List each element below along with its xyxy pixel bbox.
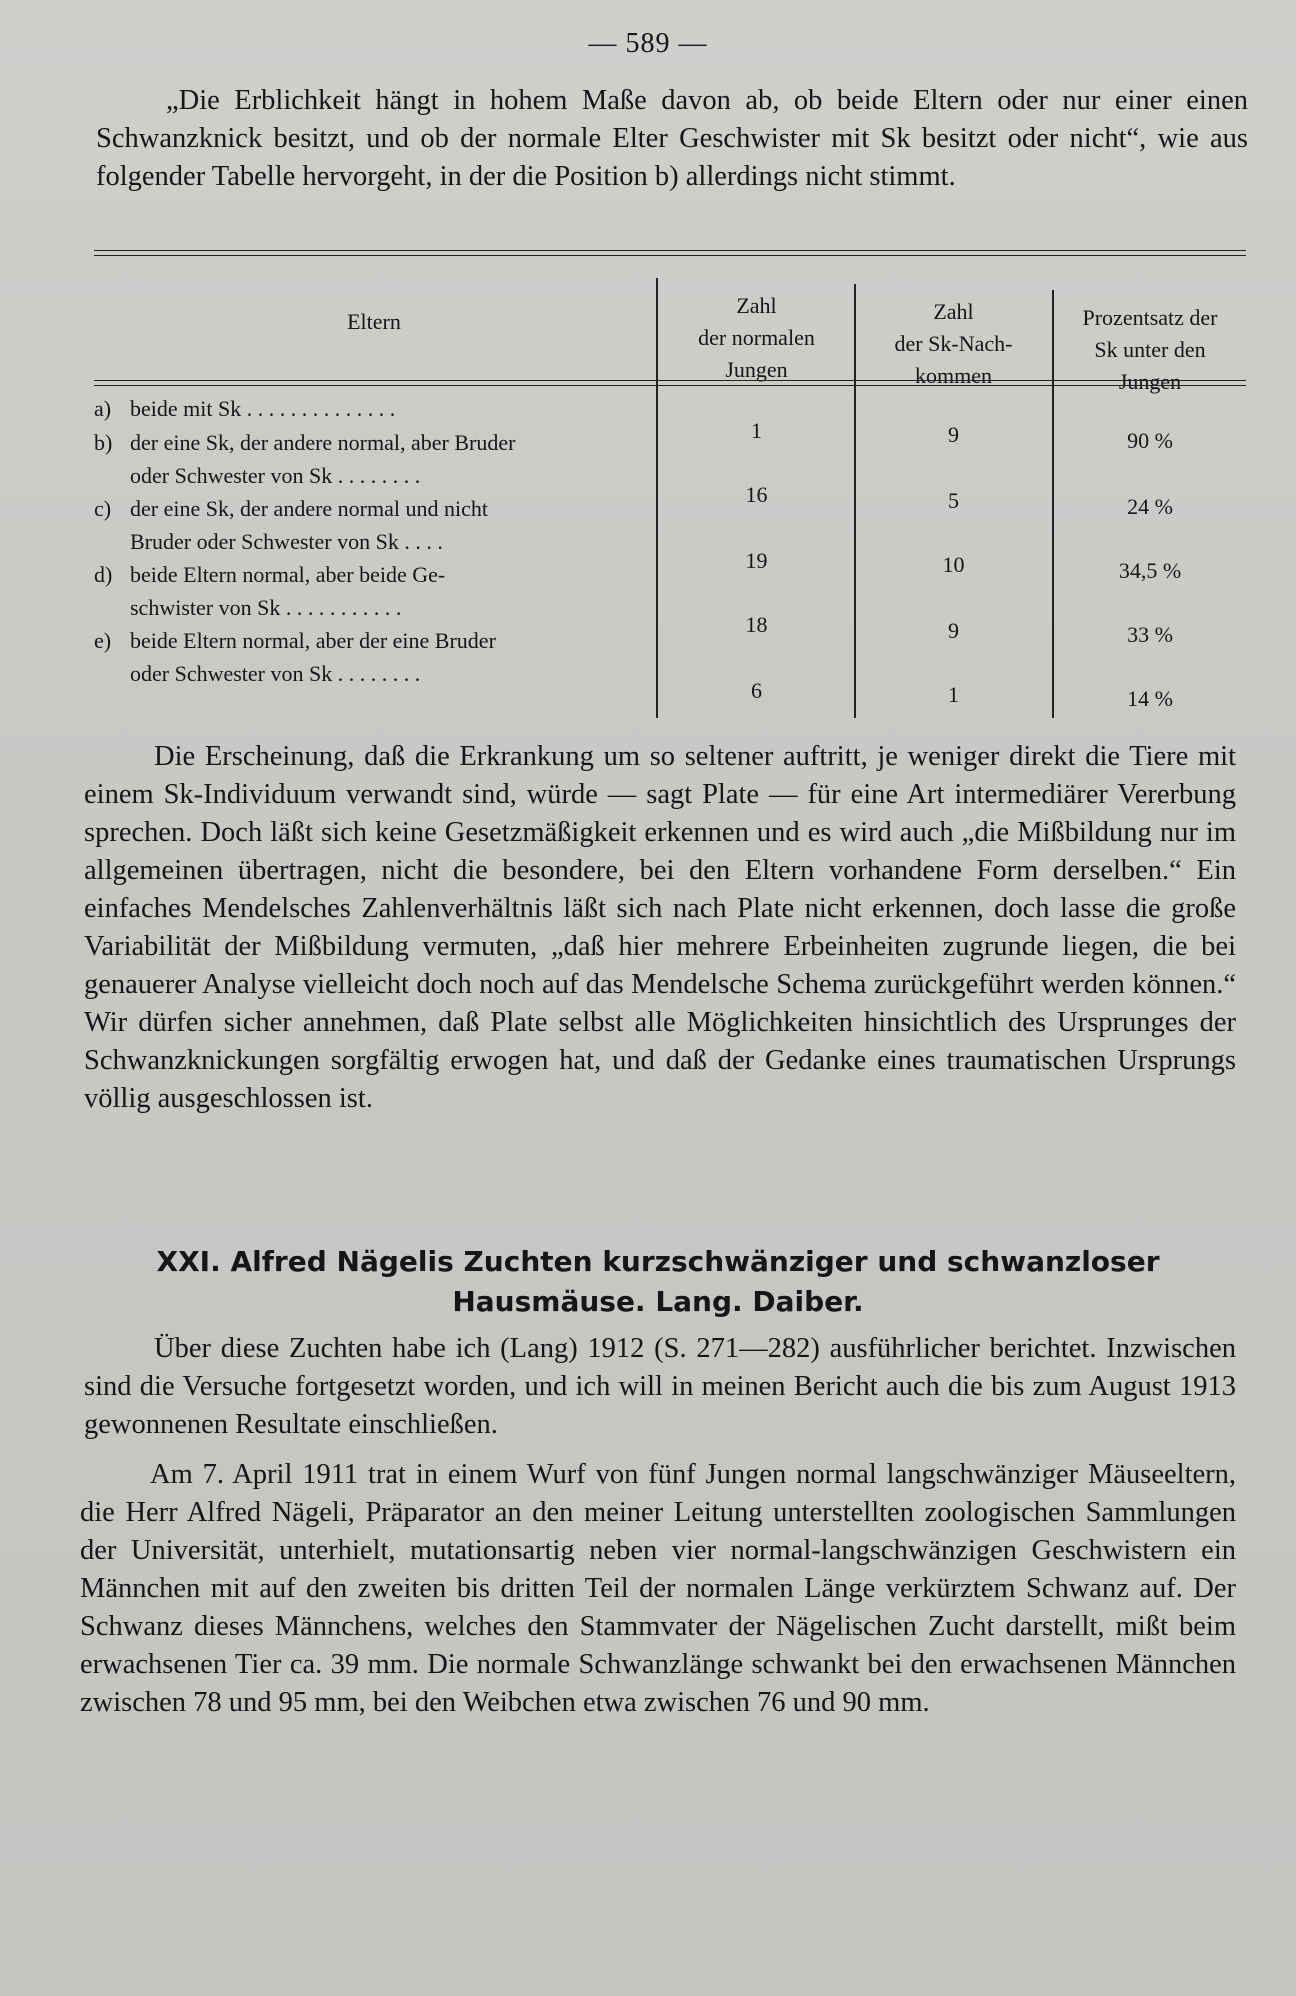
cell-normal-c: 19 [745,548,768,573]
cell-pct-c: 34,5 % [1118,558,1182,583]
header-percent: Prozentsatz der Sk unter den Jungen [1082,305,1218,394]
table-row-d: d) beide Eltern normal, aber beide Ge- schwister von Sk . . . . . . . . . . . [94,562,446,620]
intro-paragraph: „Die Erblichkeit hängt in hohem Maße davon ab, ob beide Eltern oder nur einer einen Schwanzknick besitzt, und ob der normale Elter Geschwister mit Sk besitzt oder nicht“, wie aus folgender Tabelle hervorgeht, in der die Position b) allerdings nicht stimmt. [96,85,1248,192]
table-row-b: b) der eine Sk, der andere normal, aber Bruder oder Schwester von Sk . . . . . . . . [94,430,516,488]
cell-sk-e: 1 [948,682,959,707]
body-paragraph-naegeli: Am 7. April 1911 trat in einem Wurf von fünf Jungen normal langschwänziger Mäuseeltern, die Herr Alfred Nägeli, Präparator an den meiner Leitung unterstellten zoologischen Sammlungen der Universität, unterhielt, mutationsartig neben vier normal-langschwänzigen Geschwistern ein Männchen mit auf den zweiten bis dritten Teil der normalen Länge verkürztem Schwanz auf. Der Schwanz dieses Männchens, welches den Stammvater der Nägelischen Zucht darstellt, mißt beim erwachsenen Tier ca. 39 mm. Die normale Schwanzlänge schwankt bei den erwachsenen Männchen zwischen 78 und 95 mm, bei den Weibchen etwa zwischen 76 und 90 mm. [80,1459,1236,1718]
cell-normal-b: 16 [745,482,768,507]
table-row-c: c) der eine Sk, der andere normal und nicht Bruder oder Schwester von Sk . . . . [94,496,488,554]
cell-normal-a: 1 [751,418,762,443]
cell-normal-e: 6 [751,678,762,703]
section-heading: XXI. Alfred Nägelis Zuchten kurzschwänziger und schwanzloser Hausmäuse. Lang. Daiber. [156,1245,1160,1318]
column-divider-1 [656,278,658,718]
cell-sk-b: 5 [948,488,959,513]
table-top-rule [94,250,1246,251]
table-row-a: a) beide mit Sk . . . . . . . . . . . . . . [94,396,396,421]
body-paragraph-lang: Über diese Zuchten habe ich (Lang) 1912 (S. 271—282) ausführlicher berichtet. Inzwischen sind die Versuche fortgesetzt worden, und ich will in meinen Bericht auch die bis zum August 1913 gewonnenen Resultate einschließen. [84,1333,1236,1440]
table-row-e: e) beide Eltern normal, aber der eine Bruder oder Schwester von Sk . . . . . . . . [94,628,496,686]
heredity-table [94,250,1246,718]
body-paragraph-plate: Die Erscheinung, daß die Erkrankung um so seltener auftritt, je weniger direkt die Tiere mit einem Sk-Individuum verwandt sind, würde — sagt Plate — für eine Art intermediärer Vererbung sprechen. Doch läßt sich keine Gesetzmäßigkeit erkennen und es wird auch „die Mißbildung nur im allgemeinen übertragen, nicht die besondere, bei den Eltern vorhandene Form derselben.“ Ein einfaches Mendelsches Zahlenverhältnis läßt sich nach Plate nicht erkennen, doch lasse die große Variabilität der Mißbildung vermuten, „daß hier mehrere Erbeinheiten zugrunde liegen, die bei genauerer Analyse vielleicht doch noch auf das Mendelsche Schema zurückgeführt werden können.“ Wir dürfen sicher annehmen, daß Plate selbst alle Möglichkeiten hinsichtlich des Ursprunges der Schwanzknickungen sorgfältig erwogen hat, und daß der Gedanke eines traumatischen Ursprungs völlig ausgeschlossen ist. [84,741,1236,1114]
table-top-rule-double [94,255,1246,256]
cell-pct-d: 33 % [1127,622,1173,647]
header-eltern: Eltern [347,309,401,334]
cell-sk-c: 10 [942,552,965,577]
page-number: — 589 — [588,28,708,59]
cell-pct-a: 90 % [1127,428,1173,453]
cell-sk-d: 9 [948,618,959,643]
header-sk: Zahl der Sk-Nach- kommen [894,299,1013,388]
cell-pct-e: 14 % [1127,686,1173,711]
table-header-rule-double [94,385,1246,386]
cell-pct-b: 24 % [1127,494,1173,519]
cell-normal-d: 18 [745,612,768,637]
table-header-rule [94,380,1246,381]
cell-sk-a: 9 [948,422,959,447]
header-normal: Zahl der normalen Jungen [698,293,815,382]
